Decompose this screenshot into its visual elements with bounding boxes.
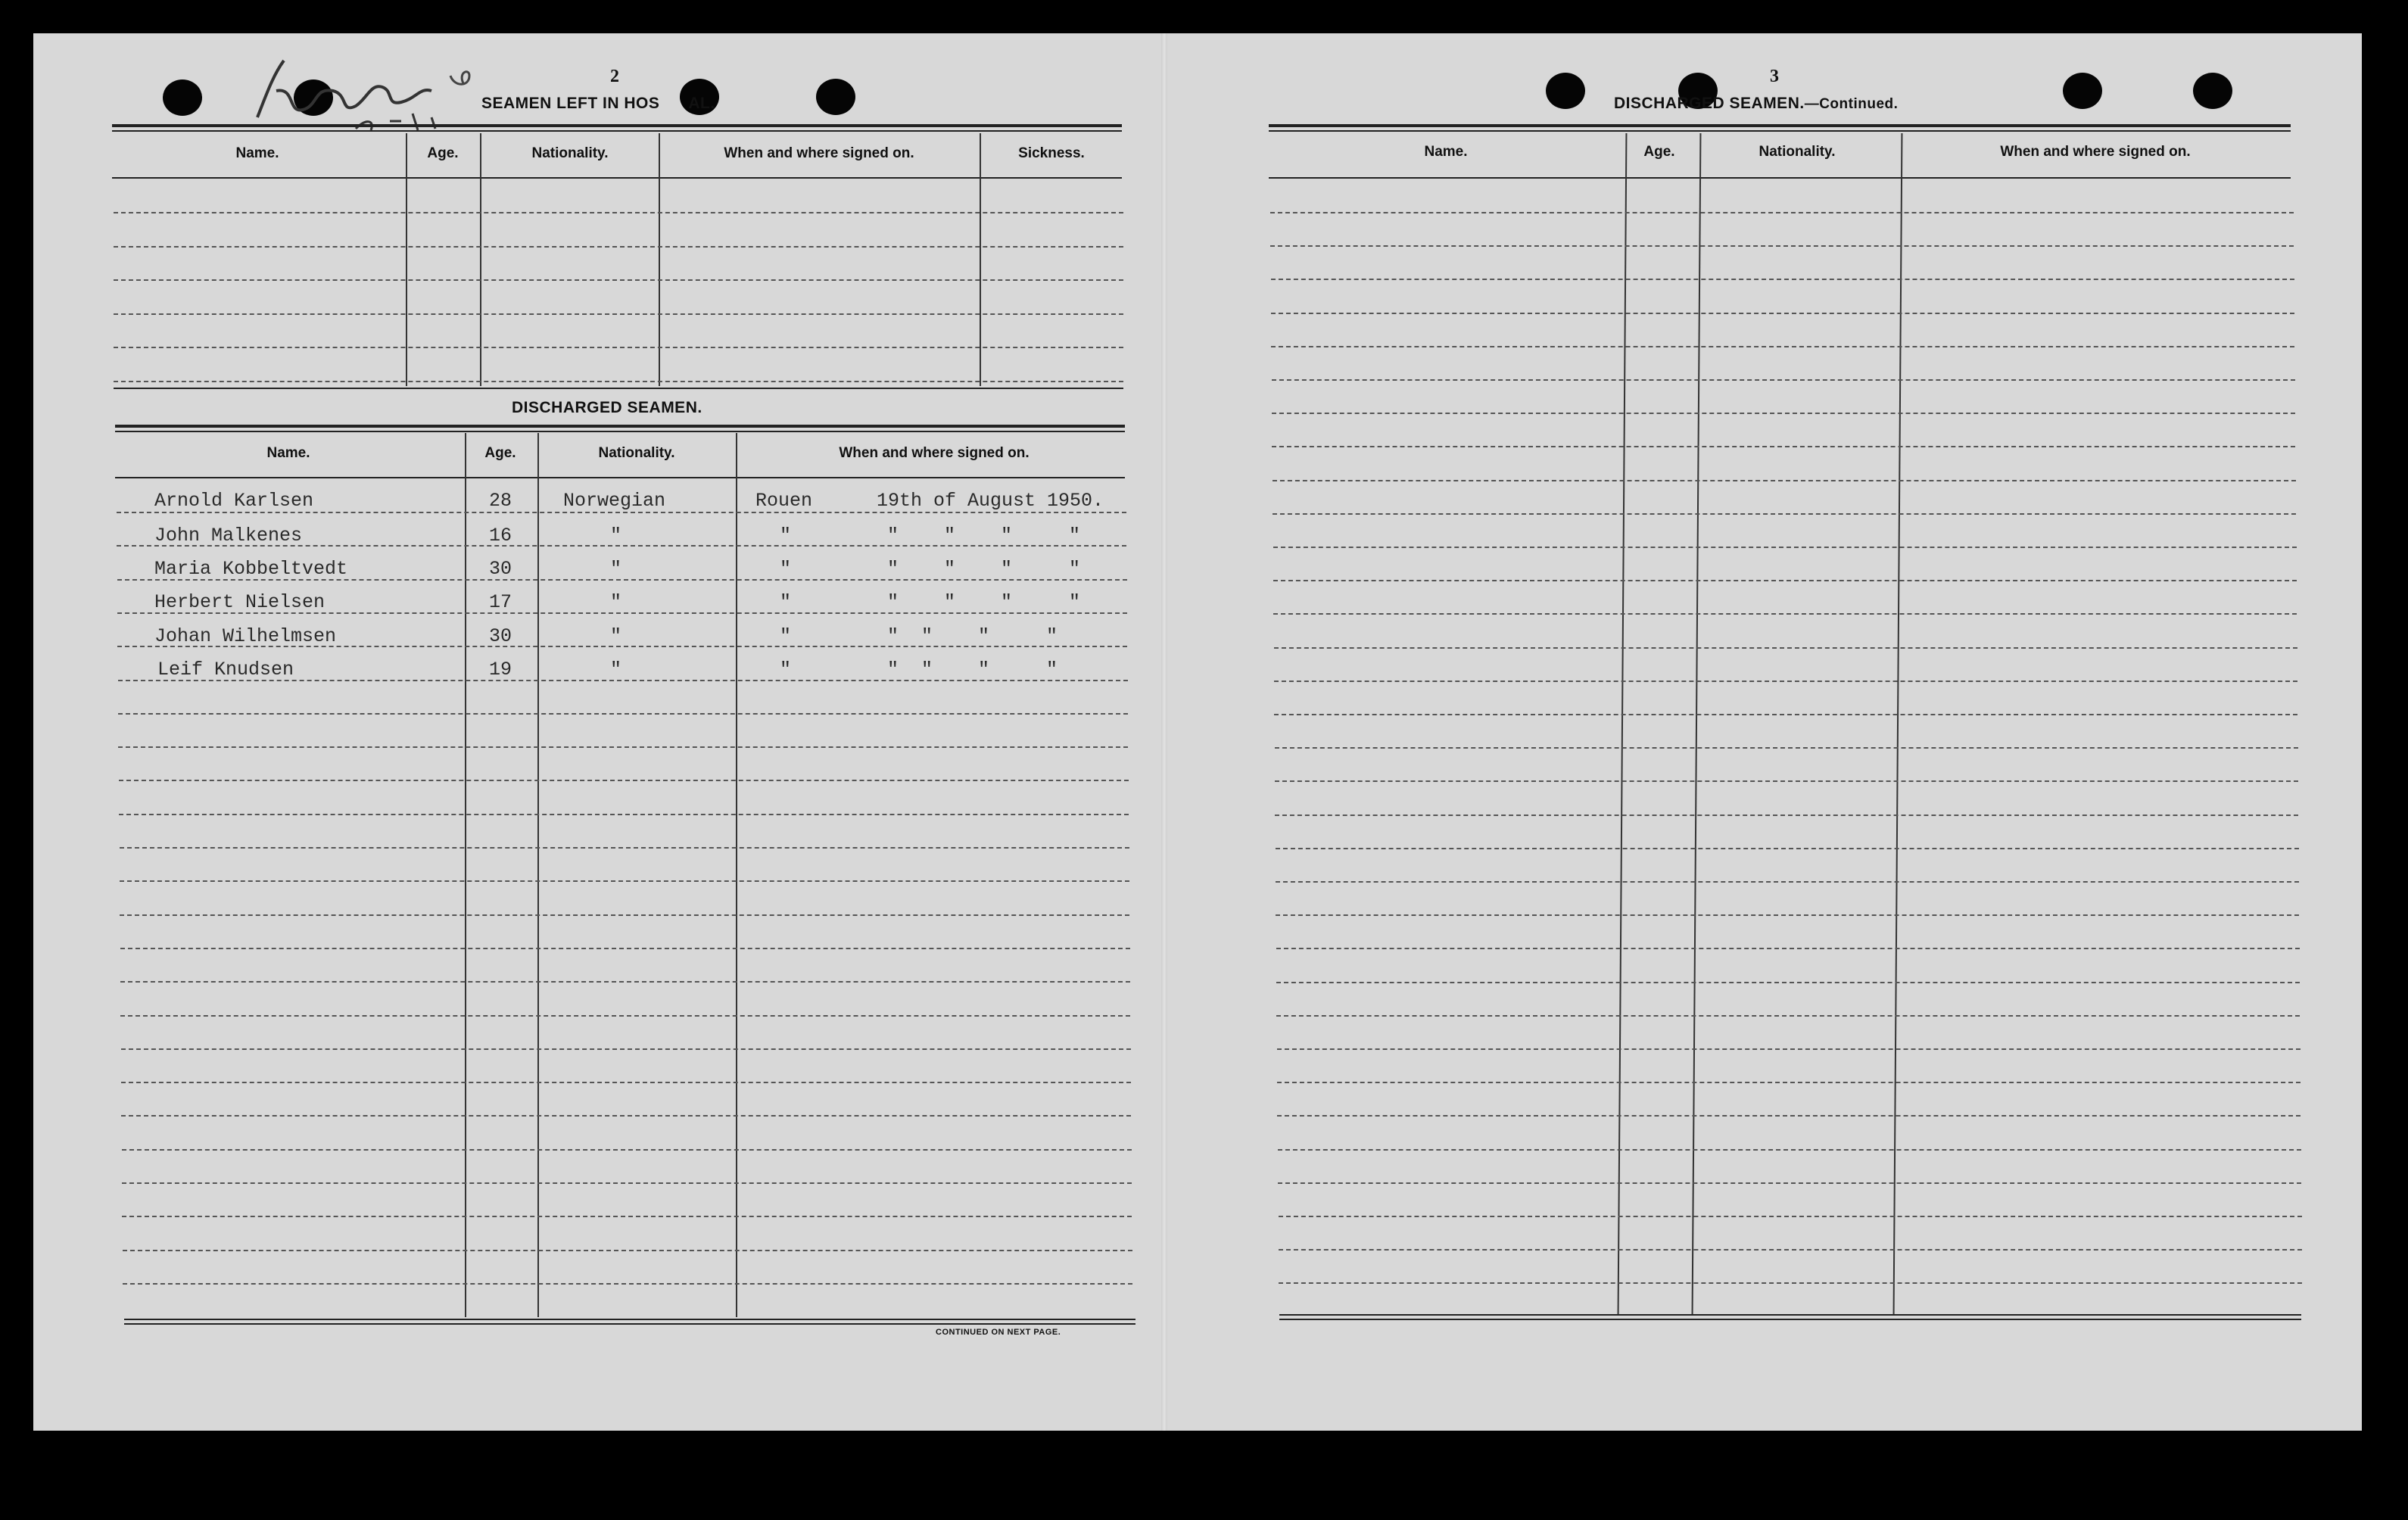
signed-on-place: " [780, 625, 792, 647]
seaman-name: Johan Wilhelmsen [154, 625, 337, 647]
ruled-line [114, 212, 1123, 213]
ruled-line [1276, 914, 2299, 916]
seaman-age: 17 [489, 591, 512, 613]
hospital-title-start: SEAMEN LEFT IN HOS [481, 95, 660, 112]
col-divider [537, 433, 539, 1317]
rule [115, 431, 1125, 432]
seaman-name: Herbert Nielsen [154, 591, 326, 613]
punch-hole [163, 79, 202, 116]
handwritten-note [242, 45, 530, 136]
ruled-line [120, 847, 1129, 849]
ruled-line [1276, 948, 2300, 949]
ruled-line [123, 1283, 1132, 1285]
ruled-line [1273, 613, 2297, 615]
ruled-line [1273, 547, 2297, 548]
col-age: Age. [1643, 144, 1675, 160]
signed-on-place: Rouen [755, 490, 813, 512]
col-signed-on: When and where signed on. [839, 445, 1030, 461]
ruled-line [1274, 647, 2297, 649]
ruled-line [1279, 1249, 2302, 1251]
ruled-line [123, 1250, 1132, 1251]
col-age: Age. [484, 445, 516, 461]
discharged-section-title: DISCHARGED SEAMEN. [512, 399, 702, 416]
ruled-line [121, 1048, 1131, 1050]
ruled-line [122, 1149, 1132, 1151]
ruled-line [120, 914, 1129, 916]
ruled-line [1270, 245, 2294, 247]
ruled-line [1274, 681, 2297, 682]
ruled-line [1277, 1082, 2301, 1083]
ruled-line [117, 646, 1127, 647]
page-number: 3 [1770, 67, 1779, 86]
rule [124, 1323, 1135, 1325]
title-main: DISCHARGED SEAMEN. [1614, 95, 1805, 112]
seaman-age: 28 [489, 490, 512, 512]
rule [1269, 177, 2291, 179]
seaman-nationality: " [610, 558, 622, 580]
ruled-line [118, 680, 1128, 681]
col-age: Age. [427, 145, 459, 161]
ruled-line [1273, 480, 2296, 481]
ruled-line [122, 1182, 1132, 1184]
page-fold [1161, 33, 1167, 1431]
ruled-line [1279, 1282, 2302, 1284]
signed-on-date: " " " " [887, 625, 1058, 647]
signed-on-date: " " " " [887, 525, 1081, 547]
seaman-name: Maria Kobbeltvedt [154, 558, 348, 580]
ruled-line [1279, 1216, 2302, 1217]
ruled-line [1276, 1015, 2300, 1017]
seaman-nationality: " [610, 591, 622, 613]
ruled-line [117, 579, 1127, 581]
ruled-line [118, 746, 1128, 748]
ruled-line [1272, 446, 2295, 447]
title-sub: —Continued. [1804, 96, 1899, 112]
ruled-line [1276, 848, 2299, 849]
seaman-name: John Malkenes [154, 525, 303, 547]
ruled-line [120, 1015, 1130, 1017]
col-name: Name. [266, 445, 310, 461]
ruled-line [122, 1216, 1132, 1217]
ruled-line [117, 612, 1127, 614]
rule [112, 124, 1122, 127]
ruled-line [1277, 1048, 2301, 1050]
ruled-line [1275, 815, 2298, 816]
rule [1269, 124, 2291, 127]
seaman-name: Leif Knudsen [157, 659, 294, 681]
rule [114, 388, 1123, 389]
col-divider [736, 433, 737, 1317]
ruled-line [114, 313, 1123, 315]
ruled-line [1275, 780, 2298, 782]
ruled-line [1275, 747, 2298, 749]
seaman-nationality: " [610, 525, 622, 547]
col-signed-on: When and where signed on. [2000, 144, 2191, 160]
ruled-line [119, 814, 1129, 815]
col-name: Name. [1424, 144, 1468, 160]
col-nationality: Nationality. [1758, 144, 1836, 160]
ruled-line [1272, 413, 2295, 414]
seaman-age: 30 [489, 558, 512, 580]
seaman-age: 19 [489, 659, 512, 681]
ruled-line [1270, 212, 2294, 213]
seaman-nationality: " [610, 625, 622, 647]
ruled-line [1278, 1149, 2301, 1151]
ruled-line [118, 713, 1128, 715]
col-name: Name. [235, 145, 279, 161]
col-divider [465, 433, 466, 1317]
ruled-line [114, 347, 1123, 348]
ruled-line [117, 545, 1126, 547]
col-sickness: Sickness. [1018, 145, 1085, 161]
hospital-title-end: AL. [688, 95, 715, 112]
ruled-line [117, 512, 1126, 513]
punch-hole [816, 79, 855, 115]
rule [1279, 1319, 2301, 1320]
ruled-line [1271, 346, 2294, 347]
signed-on-place: " [780, 525, 792, 547]
ruled-line [1272, 379, 2295, 381]
ruled-line [1273, 580, 2297, 581]
ruled-line [1276, 982, 2300, 983]
signed-on-place: " [780, 591, 792, 613]
seaman-age: 30 [489, 625, 512, 647]
ruled-line [1273, 513, 2296, 515]
ruled-line [120, 981, 1130, 983]
document-sheet [33, 33, 2362, 1431]
signed-on-date: " " " " [887, 558, 1081, 580]
signed-on-place: " [780, 558, 792, 580]
seaman-nationality: " [610, 659, 622, 681]
signed-on-place: " [780, 659, 792, 681]
signed-on-date: " " " " [887, 591, 1081, 613]
ruled-line [121, 1082, 1131, 1083]
page-number: 2 [610, 67, 619, 86]
col-nationality: Nationality. [531, 145, 609, 161]
col-signed-on: When and where signed on. [724, 145, 914, 161]
signed-on-date: 19th of August 1950. [877, 490, 1104, 512]
ruled-line [120, 948, 1130, 949]
punch-hole [2063, 73, 2102, 109]
discharged-continued-title [1614, 95, 1898, 113]
ruled-line [1271, 279, 2294, 280]
rule [112, 177, 1122, 179]
ruled-line [114, 381, 1123, 382]
ruled-line [114, 246, 1123, 248]
rule [115, 425, 1125, 428]
ruled-line [120, 880, 1129, 882]
ruled-line [119, 780, 1129, 781]
signed-on-date: " " " " [887, 659, 1058, 681]
ruled-line [1276, 881, 2299, 883]
punch-hole [1546, 73, 1585, 109]
seaman-nationality: Norwegian [563, 490, 666, 512]
rule [115, 477, 1125, 478]
seaman-age: 16 [489, 525, 512, 547]
continued-note: CONTINUED ON NEXT PAGE. [936, 1328, 1061, 1337]
hospital-section-title [481, 95, 715, 113]
rule [112, 130, 1122, 132]
rule [1269, 130, 2291, 132]
ruled-line [1277, 1115, 2301, 1117]
ruled-line [1274, 714, 2297, 715]
ruled-line [114, 279, 1123, 281]
ruled-line [121, 1115, 1131, 1117]
punch-hole [2193, 73, 2232, 109]
rule [124, 1319, 1135, 1320]
ruled-line [1278, 1182, 2301, 1184]
ruled-line [1271, 313, 2294, 314]
seaman-name: Arnold Karlsen [154, 490, 314, 512]
col-nationality: Nationality. [598, 445, 675, 461]
rule [1279, 1314, 2301, 1316]
